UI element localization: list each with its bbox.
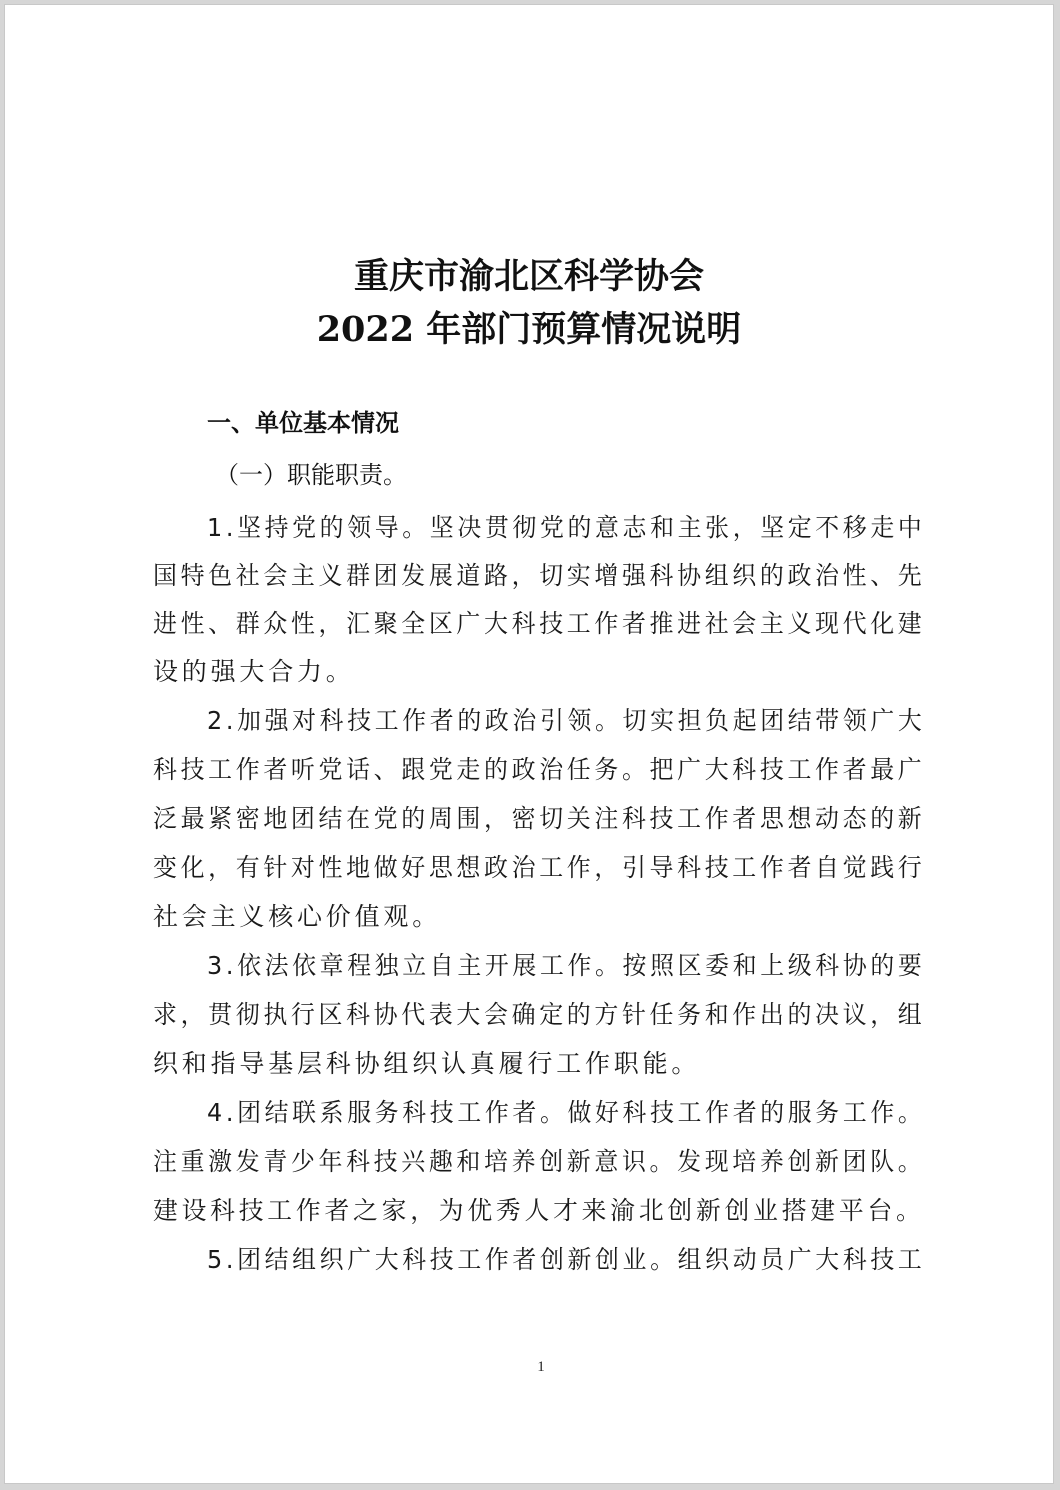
paragraph-5-line: 5.团结组织广大科技工作者创新创业。组织动员广大科技工 [207,1245,926,1274]
paragraph-2-line: 科技工作者听党话、跟党走的政治任务。把广大科技工作者最广 [153,755,926,784]
paragraph-4-line: 注重激发青少年科技兴趣和培养创新意识。发现培养创新团队。 [153,1147,926,1176]
page-number: 1 [537,1359,545,1375]
paragraph-4-line: 4.团结联系服务科技工作者。做好科技工作者的服务工作。 [207,1098,926,1127]
document-page [4,4,1054,1484]
subsection-heading: （一）职能职责。 [215,461,407,489]
paragraph-4-line: 建设科技工作者之家，为优秀人才来渝北创新创业搭建平台。 [153,1196,925,1225]
paragraph-3-line: 3.依法依章程独立自主开展工作。按照区委和上级科协的要 [207,951,926,980]
paragraph-1-line: 进性、群众性，汇聚全区广大科技工作者推进社会主义现代化建 [153,609,926,638]
document-title-line-1: 重庆市渝北区科学协会 [353,256,704,297]
paragraph-3-line: 织和指导基层科协组织认真履行工作职能。 [153,1049,701,1078]
paragraph-2-line: 泛最紧密地团结在党的周围，密切关注科技工作者思想动态的新 [153,804,926,833]
paragraph-2-line: 社会主义核心价值观。 [153,902,442,931]
section-heading: 一、单位基本情况 [207,409,399,437]
paragraph-2-line: 2.加强对科技工作者的政治引领。切实担负起团结带领广大 [207,706,926,735]
paragraph-1-line: 设的强大合力。 [153,657,355,686]
document-title-line-2: 2022 年部门预算情况说明 [316,309,742,350]
paragraph-3-line: 求，贯彻执行区科协代表大会确定的方针任务和作出的决议，组 [153,1000,926,1029]
paragraph-1-line: 国特色社会主义群团发展道路，切实增强科协组织的政治性、先 [153,561,926,590]
paragraph-2-line: 变化，有针对性地做好思想政治工作，引导科技工作者自觉践行 [153,853,926,882]
paragraph-1-line: 1.坚持党的领导。坚决贯彻党的意志和主张，坚定不移走中 [207,513,926,542]
